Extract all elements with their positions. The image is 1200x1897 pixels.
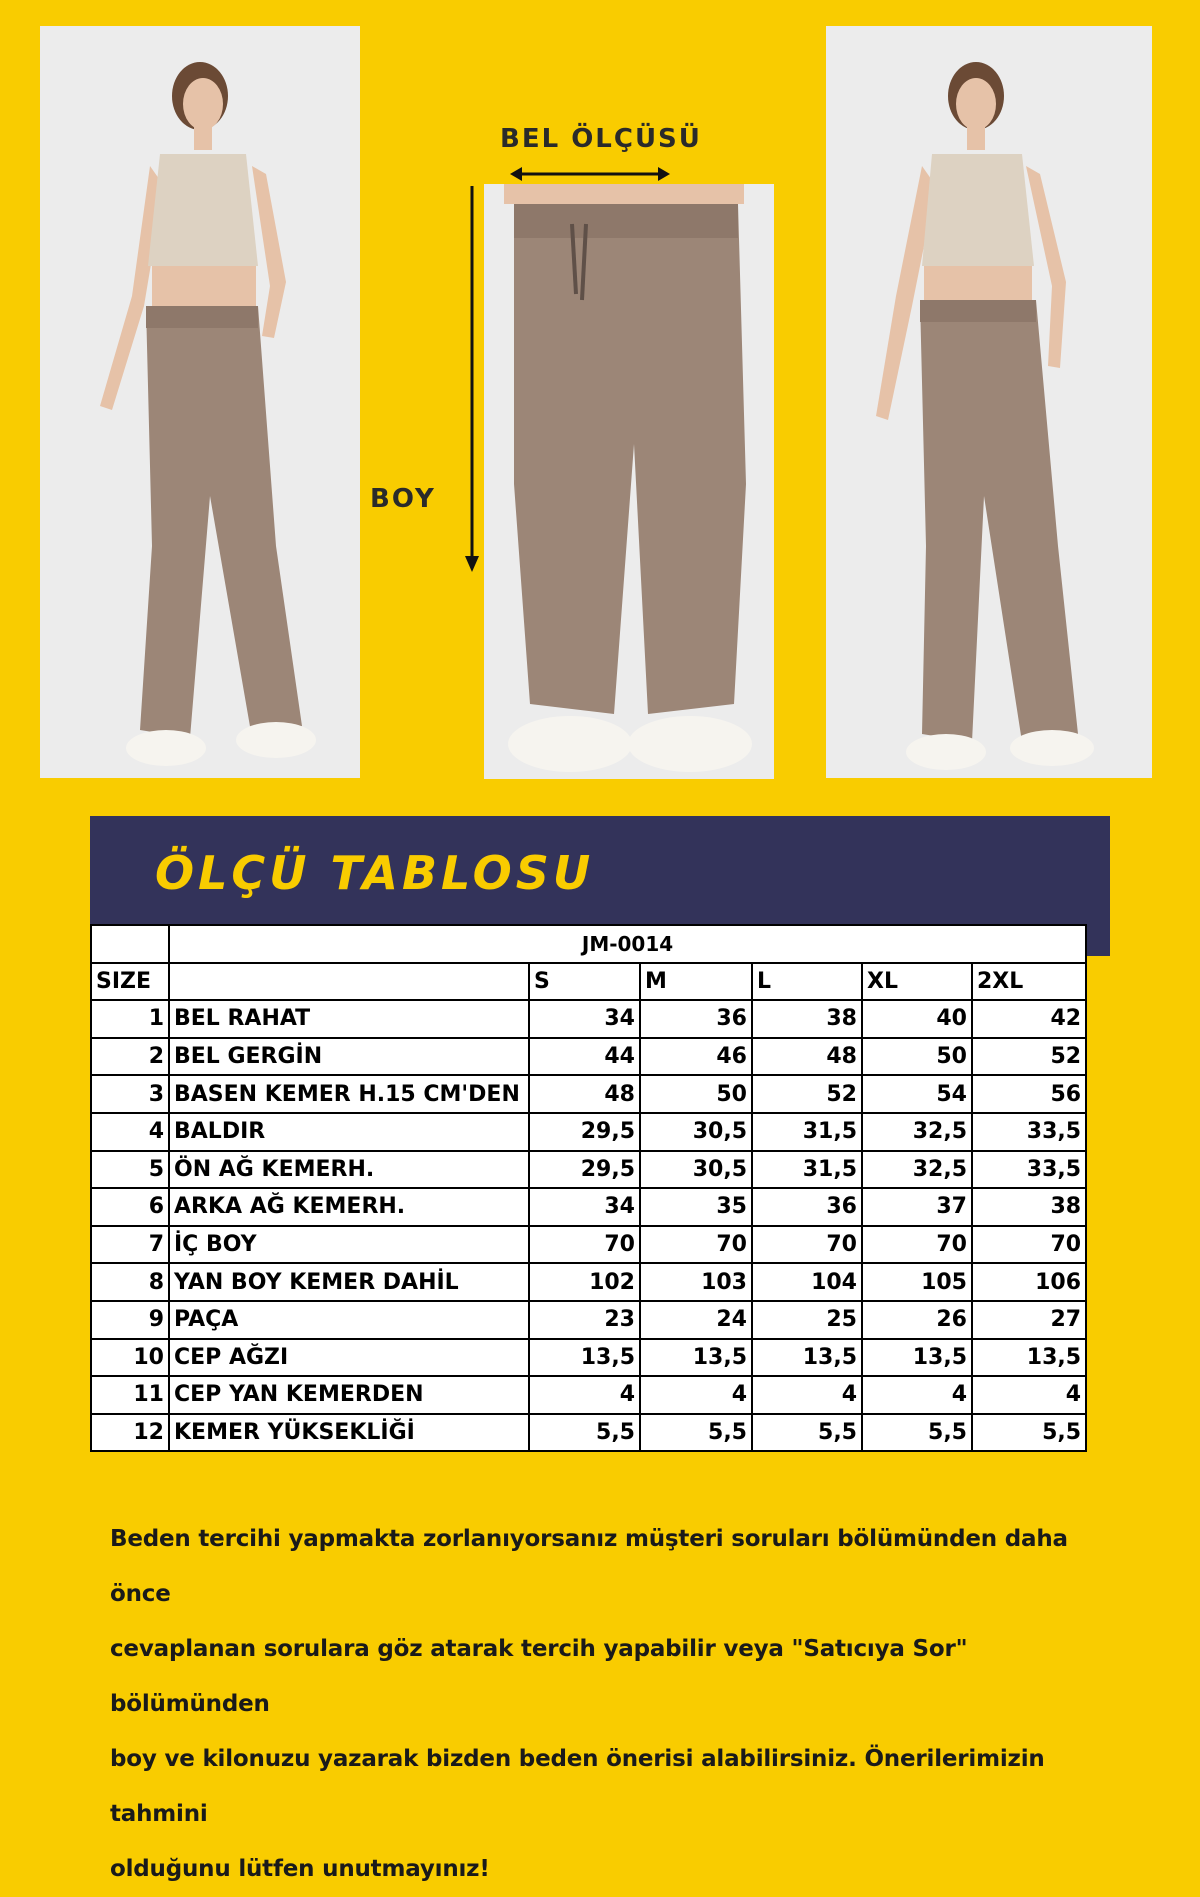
measurement-value: 23	[529, 1301, 640, 1339]
measurement-value: 38	[972, 1188, 1086, 1226]
measurement-value: 52	[752, 1075, 862, 1113]
measurement-label: YAN BOY KEMER DAHİL	[169, 1263, 529, 1301]
measurement-value: 50	[640, 1075, 752, 1113]
table-row	[91, 1151, 1086, 1189]
row-number: 10	[91, 1339, 169, 1377]
size-advice-note	[110, 1512, 1110, 1897]
measurement-value: 5,5	[640, 1414, 752, 1452]
measurement-label: ARKA AĞ KEMERH.	[169, 1188, 529, 1226]
measurement-value: 50	[862, 1038, 972, 1076]
size-label-xl: XL	[862, 963, 972, 1001]
note-line: cevaplanan sorulara göz atarak tercih yapabilir veya "Satıcıya Sor" bölümünden	[110, 1636, 968, 1717]
measurement-value: 30,5	[640, 1151, 752, 1189]
measurement-label: BALDIR	[169, 1113, 529, 1151]
measurement-value: 13,5	[640, 1339, 752, 1377]
table-row	[91, 1301, 1086, 1339]
measurement-value: 36	[640, 1000, 752, 1038]
row-number: 11	[91, 1376, 169, 1414]
measurement-value: 34	[529, 1000, 640, 1038]
measurement-value: 33,5	[972, 1151, 1086, 1189]
measurement-value: 26	[862, 1301, 972, 1339]
size-label-m: M	[640, 963, 752, 1001]
measurement-label: BEL RAHAT	[169, 1000, 529, 1038]
model-photo-front-right	[826, 26, 1152, 778]
table-row	[91, 1339, 1086, 1377]
product-code-row	[91, 925, 1086, 963]
measurement-value: 5,5	[529, 1414, 640, 1452]
measurement-value: 4	[752, 1376, 862, 1414]
size-chart-title: ÖLÇÜ TABLOSU	[155, 846, 595, 900]
measurement-label: CEP YAN KEMERDEN	[169, 1376, 529, 1414]
measurement-value: 13,5	[862, 1339, 972, 1377]
measurement-value: 4	[640, 1376, 752, 1414]
waist-double-arrow-icon	[510, 164, 670, 184]
row-number: 5	[91, 1151, 169, 1189]
row-number: 8	[91, 1263, 169, 1301]
measurement-value: 42	[972, 1000, 1086, 1038]
measurement-value: 35	[640, 1188, 752, 1226]
measurement-value: 46	[640, 1038, 752, 1076]
measurement-value: 4	[529, 1376, 640, 1414]
measurement-label: BEL GERGİN	[169, 1038, 529, 1076]
table-row	[91, 1000, 1086, 1038]
measurement-value: 104	[752, 1263, 862, 1301]
size-chart-header	[90, 816, 1110, 924]
measurement-value: 29,5	[529, 1113, 640, 1151]
row-number: 9	[91, 1301, 169, 1339]
model-photo-front-left	[40, 26, 360, 778]
measurement-value: 44	[529, 1038, 640, 1076]
measurement-value: 33,5	[972, 1113, 1086, 1151]
table-row	[91, 1075, 1086, 1113]
measurement-value: 70	[752, 1226, 862, 1264]
row-number: 4	[91, 1113, 169, 1151]
measurement-value: 70	[529, 1226, 640, 1264]
measurement-label: PAÇA	[169, 1301, 529, 1339]
measurement-label: CEP AĞZI	[169, 1339, 529, 1377]
table-row	[91, 1188, 1086, 1226]
row-number: 1	[91, 1000, 169, 1038]
empty-cell	[169, 963, 529, 1001]
row-number: 2	[91, 1038, 169, 1076]
measurement-value: 5,5	[972, 1414, 1086, 1452]
size-column-header: SIZE	[91, 963, 169, 1001]
measurement-value: 34	[529, 1188, 640, 1226]
header-band-strip	[1085, 924, 1110, 956]
measurement-label: BASEN KEMER H.15 CM'DEN	[169, 1075, 529, 1113]
measurement-value: 13,5	[972, 1339, 1086, 1377]
measurement-value: 70	[640, 1226, 752, 1264]
measurement-value: 48	[529, 1075, 640, 1113]
row-number: 6	[91, 1188, 169, 1226]
size-table	[90, 924, 1087, 1452]
table-row	[91, 1226, 1086, 1264]
measurement-value: 56	[972, 1075, 1086, 1113]
row-number: 3	[91, 1075, 169, 1113]
waist-measurement-label: BEL ÖLÇÜSÜ	[500, 124, 702, 154]
measurement-value: 70	[862, 1226, 972, 1264]
measurement-value: 13,5	[529, 1339, 640, 1377]
table-row	[91, 1414, 1086, 1452]
table-row	[91, 1038, 1086, 1076]
measurement-value: 52	[972, 1038, 1086, 1076]
size-label-s: S	[529, 963, 640, 1001]
measurement-value: 32,5	[862, 1151, 972, 1189]
measurement-value: 54	[862, 1075, 972, 1113]
measurement-value: 5,5	[862, 1414, 972, 1452]
measurement-value: 4	[972, 1376, 1086, 1414]
measurement-value: 31,5	[752, 1113, 862, 1151]
measurement-value: 102	[529, 1263, 640, 1301]
measurement-value: 37	[862, 1188, 972, 1226]
measurement-value: 27	[972, 1301, 1086, 1339]
measurement-value: 13,5	[752, 1339, 862, 1377]
measurement-value: 4	[862, 1376, 972, 1414]
table-row	[91, 1263, 1086, 1301]
measurement-value: 25	[752, 1301, 862, 1339]
note-line: Beden tercihi yapmakta zorlanıyorsanız müşteri soruları bölümünden daha önce	[110, 1526, 1068, 1607]
size-header-row	[91, 963, 1086, 1001]
measurement-value: 70	[972, 1226, 1086, 1264]
measurement-value: 32,5	[862, 1113, 972, 1151]
measurement-value: 30,5	[640, 1113, 752, 1151]
measurement-value: 31,5	[752, 1151, 862, 1189]
measurement-value: 29,5	[529, 1151, 640, 1189]
note-line: boy ve kilonuzu yazarak bizden beden önerisi alabilirsiniz. Önerilerimizin tahmini	[110, 1746, 1045, 1827]
table-row	[91, 1113, 1086, 1151]
measurement-value: 40	[862, 1000, 972, 1038]
size-label-l: L	[752, 963, 862, 1001]
measurement-label: KEMER YÜKSEKLİĞİ	[169, 1414, 529, 1452]
model-photo-pants-closeup	[484, 184, 774, 779]
measurement-value: 105	[862, 1263, 972, 1301]
empty-cell	[91, 925, 169, 963]
measurement-value: 48	[752, 1038, 862, 1076]
measurement-value: 106	[972, 1263, 1086, 1301]
measurement-value: 36	[752, 1188, 862, 1226]
product-code: JM-0014	[169, 925, 1086, 963]
table-row	[91, 1376, 1086, 1414]
row-number: 7	[91, 1226, 169, 1264]
measurement-value: 38	[752, 1000, 862, 1038]
measurement-value: 24	[640, 1301, 752, 1339]
measurement-label: ÖN AĞ KEMERH.	[169, 1151, 529, 1189]
row-number: 12	[91, 1414, 169, 1452]
length-arrow-icon	[460, 186, 484, 572]
measurement-value: 103	[640, 1263, 752, 1301]
measurement-value: 5,5	[752, 1414, 862, 1452]
note-line: olduğunu lütfen unutmayınız!	[110, 1856, 490, 1882]
measurement-label: İÇ BOY	[169, 1226, 529, 1264]
size-label-2xl: 2XL	[972, 963, 1086, 1001]
length-measurement-label: BOY	[370, 484, 436, 514]
